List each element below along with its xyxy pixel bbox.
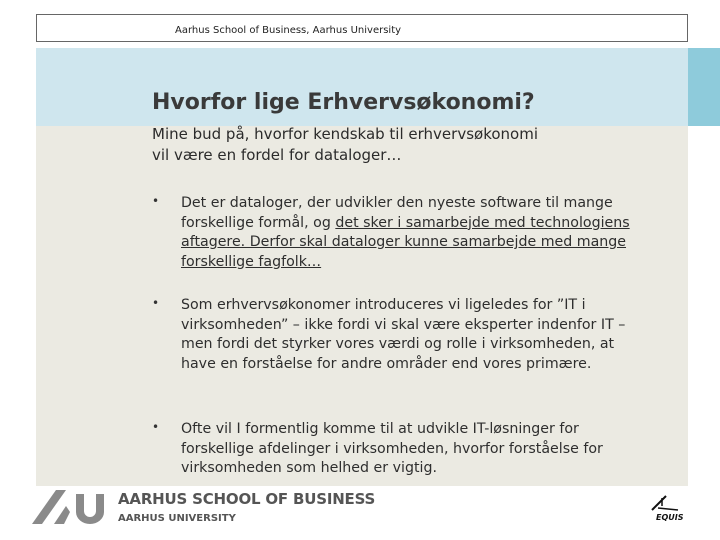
bullet-text-plain: Det er dataloger, der udvikler den nyeste software til mange forskellige formål, og (181, 195, 613, 231)
aarhus-university-logo-icon (30, 488, 106, 526)
footer-school-name: AARHUS SCHOOL OF BUSINESS (118, 490, 376, 508)
slide-title: Hvorfor lige Erhvervsøkonomi? (152, 90, 535, 115)
title-band-accent (688, 48, 720, 126)
bullet-symbol: • (152, 296, 160, 310)
bullet-text (181, 194, 647, 272)
footer-university-name: AARHUS UNIVERSITY (118, 513, 236, 524)
equis-label: EQUIS (656, 513, 684, 522)
slide-intro (152, 124, 652, 166)
header-institution: Aarhus School of Business, Aarhus University (175, 25, 402, 36)
bullet-text: Ofte vil I formentlig komme til at udvikle IT-løsninger for forskellige afdelinger i virksomheden, hvorfor forståelse for virksomheden som helhed er vigtig. (181, 421, 603, 476)
intro-line-1: Mine bud på, hvorfor kendskab til erhvervsøkonomi (152, 125, 538, 143)
header-box (36, 14, 688, 42)
bullet-symbol: • (152, 420, 160, 434)
bullet-text-underlined: det sker i samarbejde med technologiens aftagere. Derfor skal dataloger kunne samarbejde med mange forskellige fagfolk… (181, 214, 630, 270)
equis-logo-icon (644, 494, 688, 528)
bullet-text: Som erhvervsøkonomer introduceres vi ligeledes for ”IT i virksomheden” – ikke fordi vi skal være eksperter indenfor IT – men fordi det styrker vores værdi og rolle i virksomheden, at have en forståelse for andre områder end vores primære. (181, 297, 626, 372)
intro-line-2: vil være en fordel for dataloger… (152, 146, 402, 164)
bullet-symbol: • (152, 194, 160, 208)
